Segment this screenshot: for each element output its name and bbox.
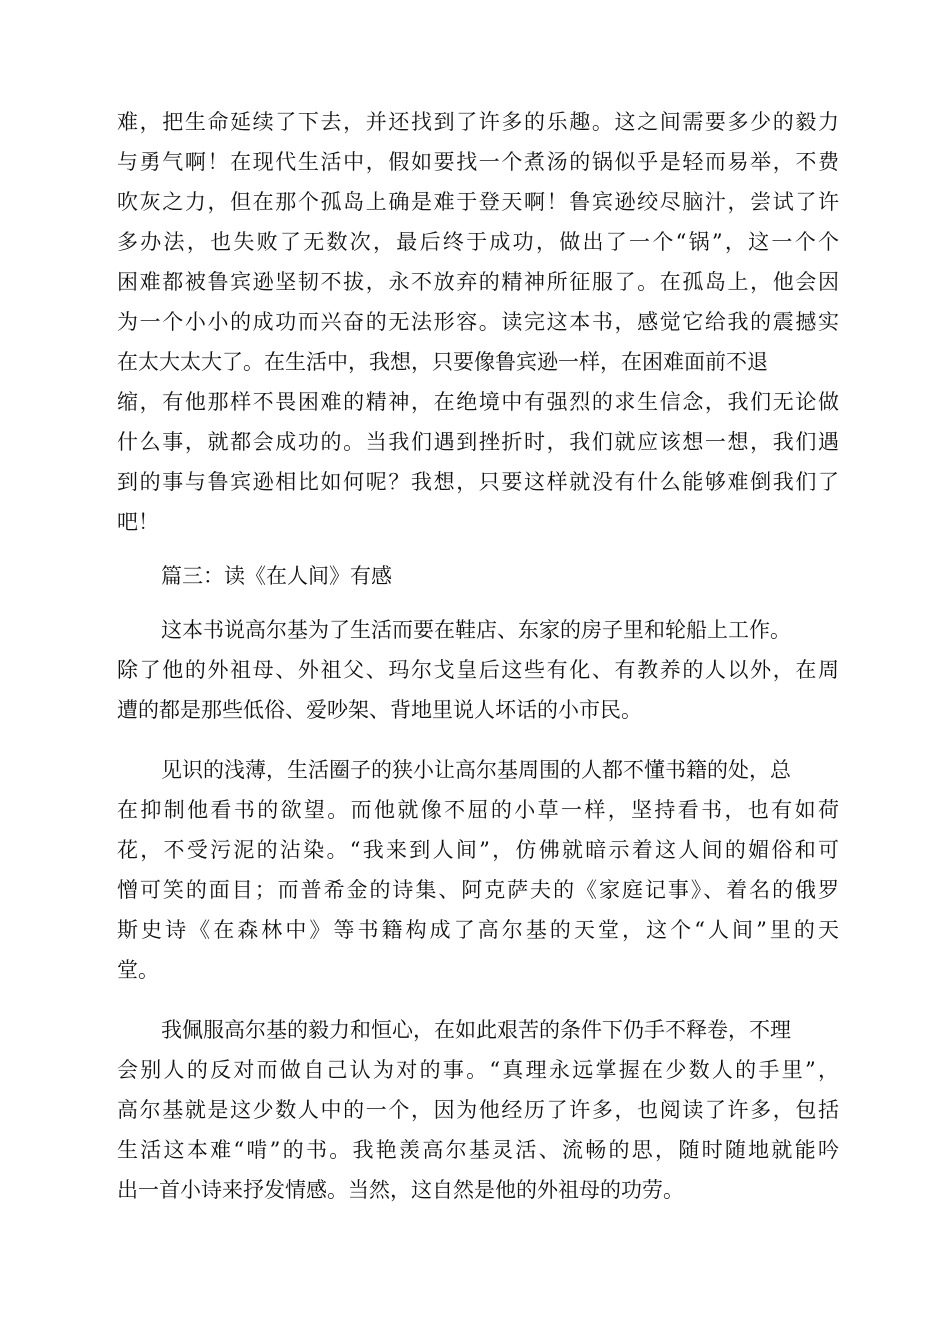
paragraph-3 xyxy=(117,1010,839,1210)
text-line: 花，不受污泥的沾染。“我来到人间”，仿佛就暗示着这人间的媚俗和可 xyxy=(117,838,839,862)
text-line: 缩，有他那样不畏困难的精神，在绝境中有强烈的求生信念，我们无论做 xyxy=(117,390,839,414)
text-line: 为一个小小的成功而兴奋的无法形容。读完这本书，感觉它给我的震撼实 xyxy=(117,310,839,334)
text-line: 困难都被鲁宾逊坚韧不拔，永不放弃的精神所征服了。在孤岛上，他会因 xyxy=(117,270,839,294)
text-line: 与勇气啊！在现代生活中，假如要找一个煮汤的锅似乎是轻而易举，不费 xyxy=(117,150,839,174)
text-line: 除了他的外祖母、外祖父、玛尔戈皇后这些有化、有教养的人以外，在周 xyxy=(117,658,839,682)
paragraph-1 xyxy=(117,610,839,730)
document-page xyxy=(117,102,839,1210)
text-line: 见识的浅薄，生活圈子的狭小让高尔基周围的人都不懂书籍的处，总 xyxy=(161,758,791,782)
text-line: 会别人的反对而做自己认为对的事。“真理永远掌握在少数人的手里”， xyxy=(117,1058,839,1082)
text-line: 到的事与鲁宾逊相比如何呢？我想，只要这样就没有什么能够难倒我们了 xyxy=(117,470,839,494)
text-line: 高尔基就是这少数人中的一个，因为他经历了许多，也阅读了许多，包括 xyxy=(117,1098,839,1122)
text-line: 斯史诗《在森林中》等书籍构成了高尔基的天堂，这个“人间”里的天 xyxy=(117,918,839,942)
text-line: 堂。 xyxy=(117,958,159,982)
text-line: 在抑制他看书的欲望。而他就像不屈的小草一样，坚持看书，也有如荷 xyxy=(117,798,839,822)
text-line: 憎可笑的面目；而普希金的诗集、阿克萨夫的《家庭记事》、着名的俄罗 xyxy=(117,878,839,902)
text-line: 难，把生命延续了下去，并还找到了许多的乐趣。这之间需要多少的毅力 xyxy=(117,110,839,134)
text-line: 生活这本难“啃”的书。我艳羡高尔基灵活、流畅的思，随时随地就能吟 xyxy=(117,1138,839,1162)
text-line: 吹灰之力，但在那个孤岛上确是难于登天啊！鲁宾逊绞尽脑汁，尝试了许 xyxy=(117,190,839,214)
section-heading: 篇三：读《在人间》有感 xyxy=(161,564,392,588)
paragraph-2 xyxy=(117,750,839,990)
text-line: 这本书说高尔基为了生活而要在鞋店、东家的房子里和轮船上工作。 xyxy=(161,618,791,642)
text-line: 什么事，就都会成功的。当我们遇到挫折时，我们就应该想一想，我们遇 xyxy=(117,430,839,454)
paragraph-robinson xyxy=(117,102,839,542)
text-line: 我佩服高尔基的毅力和恒心，在如此艰苦的条件下仍手不释卷，不理 xyxy=(161,1018,791,1042)
text-line: 吧！ xyxy=(117,510,159,534)
text-line: 多办法，也失败了无数次，最后终于成功，做出了一个“锅”，这一个个 xyxy=(117,230,839,254)
text-line: 遭的都是那些低俗、爱吵架、背地里说人坏话的小市民。 xyxy=(117,698,642,722)
text-line: 在太大太大了。在生活中，我想，只要像鲁宾逊一样，在困难面前不退 xyxy=(117,350,768,374)
text-line: 出一首小诗来抒发情感。当然，这自然是他的外祖母的功劳。 xyxy=(117,1178,684,1202)
